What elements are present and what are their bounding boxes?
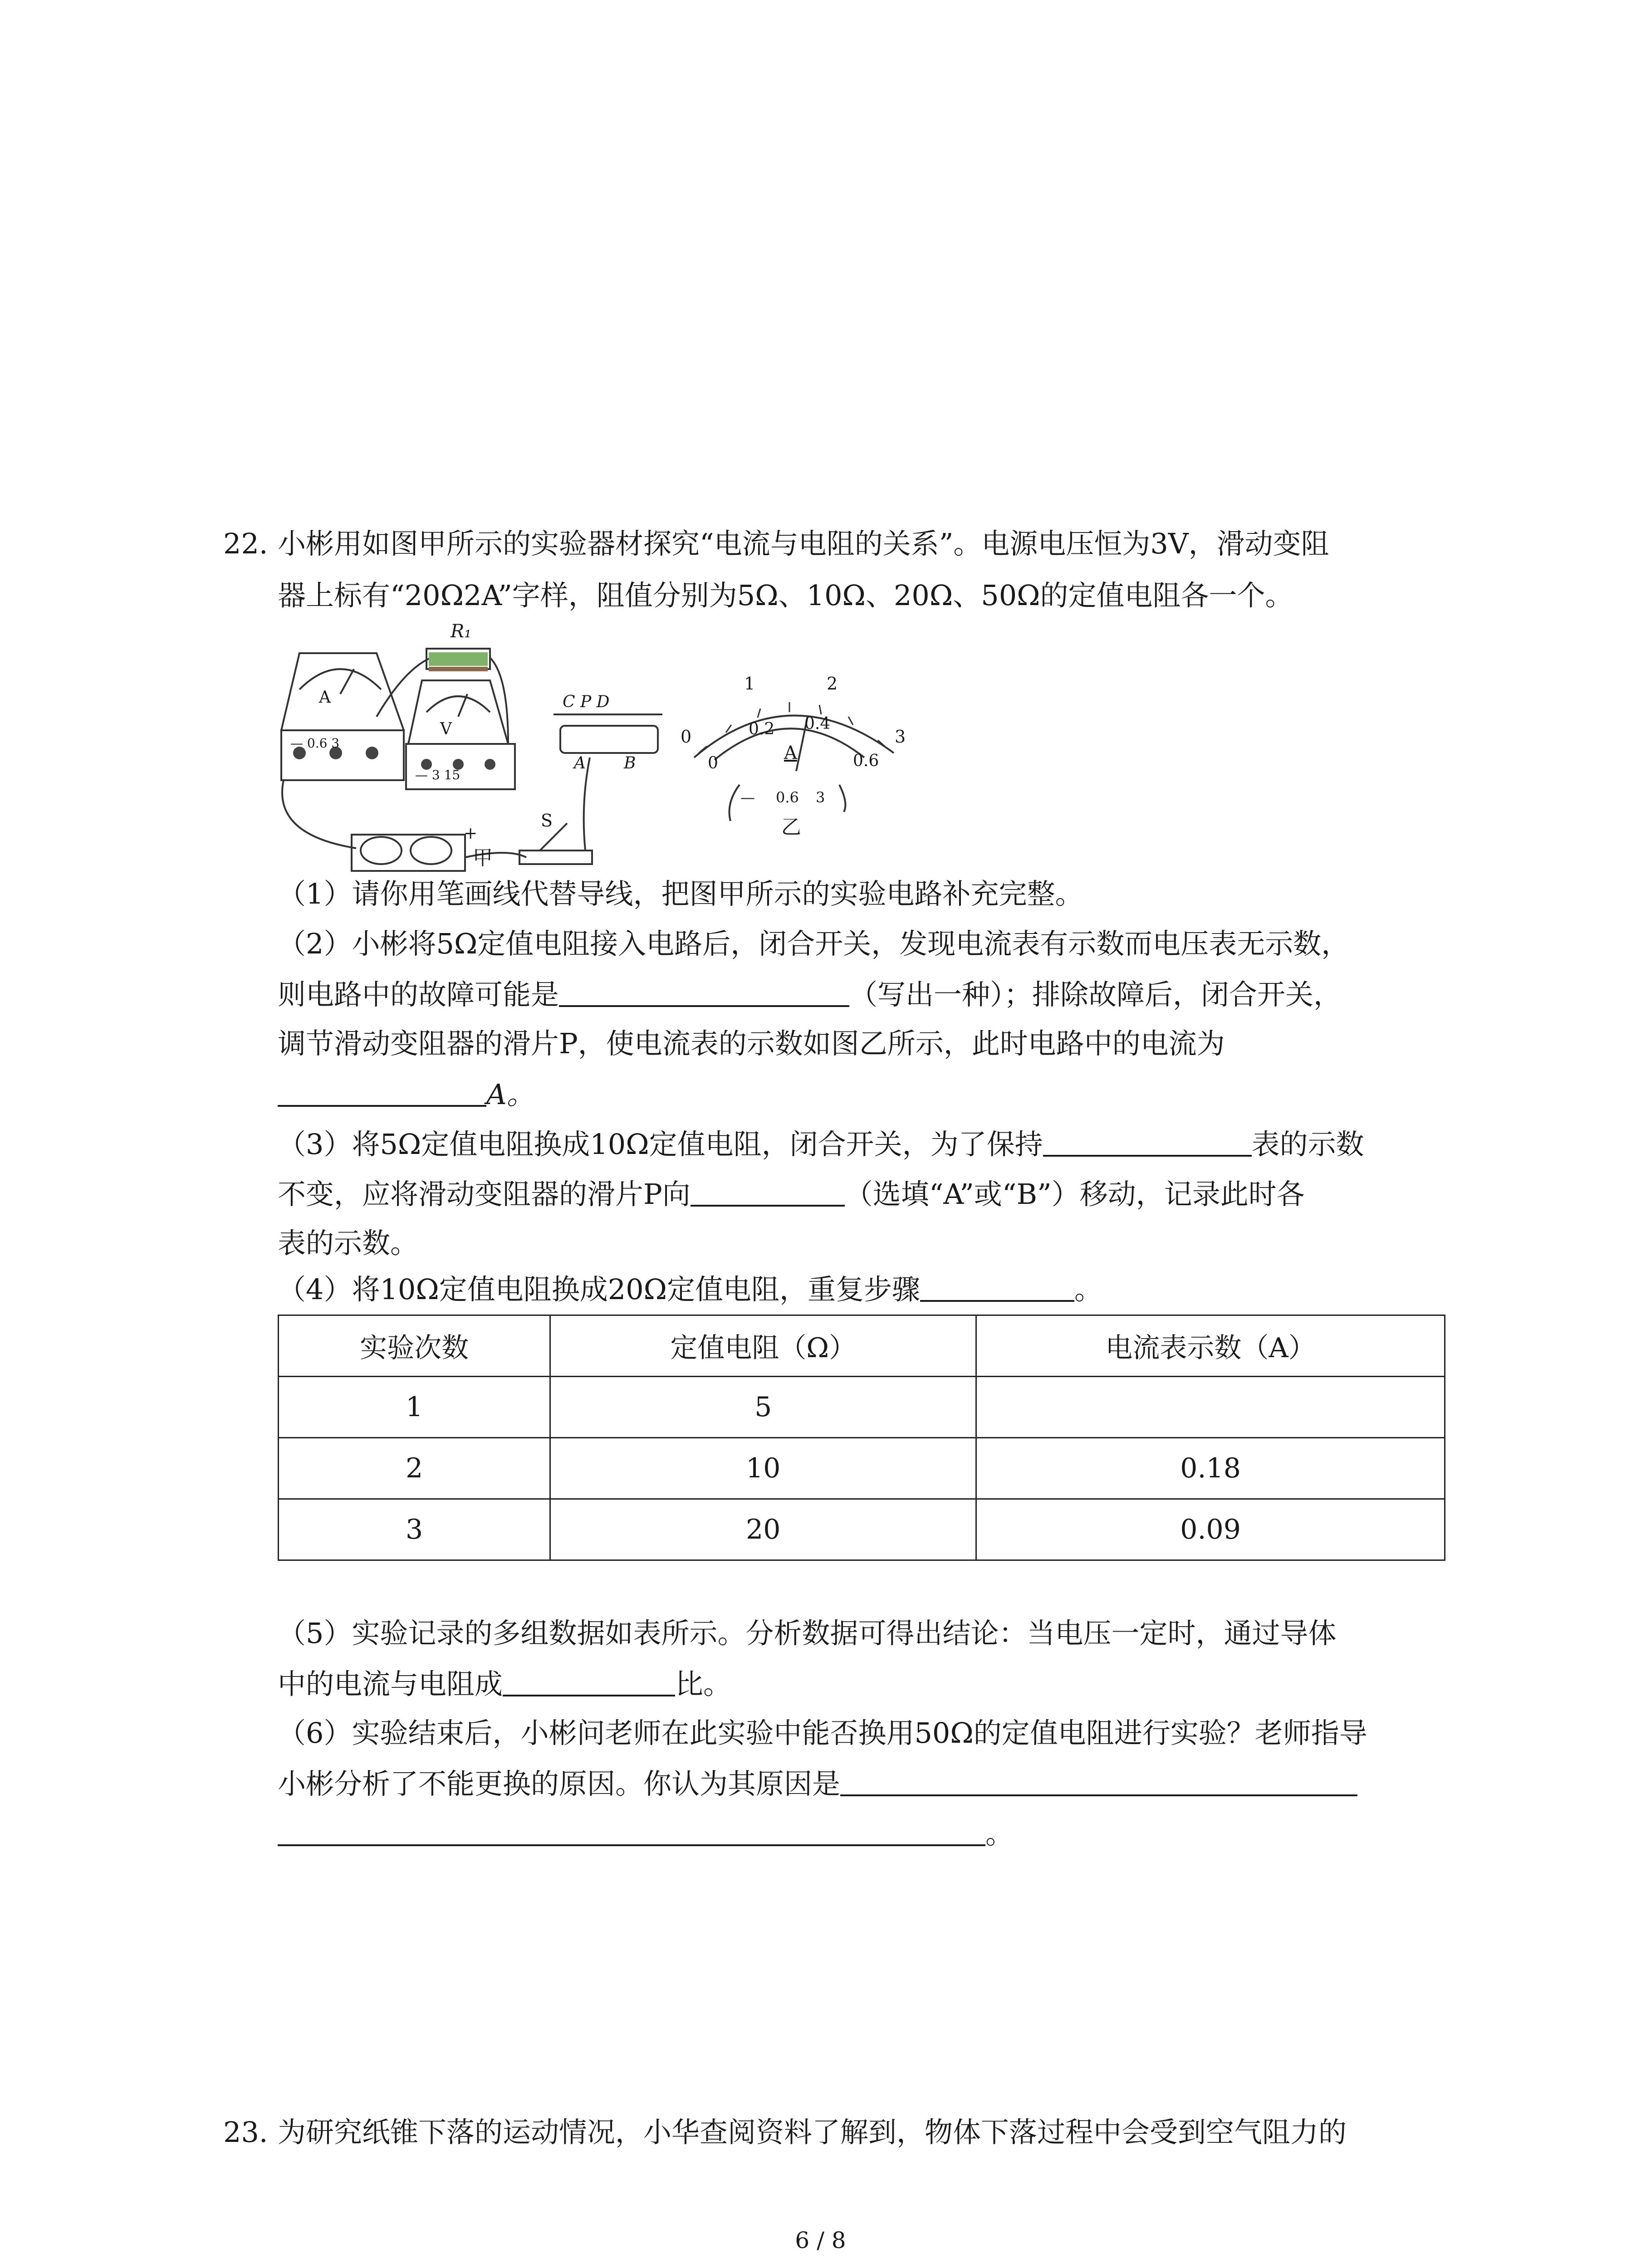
data-table (278, 1315, 1445, 1561)
answer-blank-step[interactable] (920, 1275, 1074, 1302)
figure-label-voltmeter: V (440, 720, 452, 738)
figure-label-rheostat-b: B (624, 754, 636, 772)
table-cell: 1 (279, 1377, 550, 1438)
part-3-line3: 表的示数。 (278, 1227, 419, 1260)
page-number: 6 / 8 (795, 2227, 846, 2253)
figure-label-yi: 乙 (781, 816, 801, 839)
part-5-line1: （5）实验记录的多组数据如表所示。分析数据可得出结论：当电压一定时，通过导体 (278, 1617, 1337, 1650)
table-cell: 0.18 (976, 1438, 1445, 1499)
meter-term-06: 0.6 (776, 789, 799, 806)
meter-inner-06: 0.6 (853, 752, 879, 770)
table-row (279, 1377, 1445, 1438)
question-22-line2: 器上标有“20Ω2A”字样，阻值分别为5Ω、10Ω、20Ω、50Ω的定值电阻各一个。 (278, 579, 1293, 612)
figure-label-rheostat-a: A (574, 754, 586, 772)
part-3-line1-b: 表的示数 (1251, 1128, 1364, 1161)
table-header-cell: 定值电阻（Ω） (550, 1315, 976, 1377)
part-3-line1-a: （3）将5Ω定值电阻换成10Ω定值电阻，闭合开关，为了保持 (278, 1128, 1043, 1161)
meter-inner-02: 0.2 (749, 720, 775, 738)
part-2-line2-b: （写出一种）；排除故障后，闭合开关， (849, 978, 1342, 1011)
figure-label-voltmeter-terminals: — 3 15 (415, 767, 460, 782)
answer-blank-direction[interactable] (691, 1179, 845, 1207)
answer-blank-reason-1[interactable] (840, 1769, 1357, 1796)
part-5-line2-a: 中的电流与电阻成 (278, 1667, 503, 1701)
part-2-line4: A。 (486, 1078, 535, 1111)
part-6-line2: 小彬分析了不能更换的原因。你认为其原因是 (278, 1767, 841, 1800)
meter-term-3: 3 (816, 789, 825, 806)
table-cell: 5 (550, 1377, 976, 1438)
part-4-text-b: 。 (1074, 1273, 1103, 1306)
answer-blank-current[interactable] (278, 1080, 486, 1107)
part-5-line2-b: 比。 (675, 1667, 732, 1701)
question-23-number: 23. (223, 2116, 268, 2149)
meter-label-2: 2 (827, 674, 838, 694)
table-cell-answer[interactable] (976, 1377, 1445, 1438)
part-1-text: （1）请你用笔画线代替导线，把图甲所示的实验电路补充完整。 (278, 877, 1083, 910)
table-row (279, 1438, 1445, 1499)
meter-label-0: 0 (681, 727, 692, 747)
part-4-text-a: （4）将10Ω定值电阻换成20Ω定值电阻，重复步骤 (278, 1273, 921, 1306)
meter-letter-a: A (784, 743, 797, 763)
table-header-cell: 电流表示数（A） (976, 1315, 1445, 1377)
table-cell: 0.09 (976, 1499, 1445, 1560)
meter-inner-04: 0.4 (804, 714, 831, 733)
answer-blank-meter[interactable] (1043, 1129, 1252, 1157)
table-cell: 20 (550, 1499, 976, 1560)
part-6-line1: （6）实验结束后，小彬问老师在此实验中能否换用50Ω的定值电阻进行实验？老师指导 (278, 1716, 1367, 1750)
answer-blank-fault[interactable] (559, 980, 849, 1007)
figure-label-jia: 甲 (473, 846, 493, 870)
table-row (279, 1499, 1445, 1560)
table-header-row (279, 1315, 1445, 1377)
meter-inner-0: 0 (708, 754, 718, 772)
part-2-line3: 调节滑动变阻器的滑片P，使电流表的示数如图乙所示，此时电路中的电流为 (278, 1027, 1225, 1060)
part-2-line1: （2）小彬将5Ω定值电阻接入电路后，闭合开关，发现电流表有示数而电压表无示数， (278, 927, 1350, 960)
table-cell: 2 (279, 1438, 550, 1499)
part-2-line2-a: 则电路中的故障可能是 (278, 978, 559, 1011)
figure-label-battery-plus: + (464, 824, 478, 843)
table-cell: 3 (279, 1499, 550, 1560)
part-3-line2-b: （选填“A”或“B”）移动，记录此时各 (844, 1178, 1305, 1211)
figure-label-r1: R₁ (451, 621, 472, 642)
figure-label-rheostat-cpd: C P D (563, 693, 610, 711)
question-22-number: 22. (223, 527, 268, 560)
part-6-line3: 。 (985, 1817, 1014, 1850)
figure-label-ammeter-terminals: — 0.6 3 (290, 736, 340, 751)
answer-blank-relation[interactable] (503, 1669, 675, 1696)
meter-label-1: 1 (744, 674, 755, 694)
meter-term-minus: — (740, 789, 755, 806)
meter-label-3: 3 (895, 727, 906, 747)
table-header-cell: 实验次数 (279, 1315, 550, 1377)
table-cell: 10 (550, 1438, 976, 1499)
answer-blank-reason-2[interactable] (278, 1819, 985, 1846)
circuit-figure (272, 621, 930, 875)
question-23-line1: 为研究纸锥下落的运动情况，小华查阅资料了解到，物体下落过程中会受到空气阻力的 (278, 2116, 1347, 2149)
part-3-line2-a: 不变，应将滑动变阻器的滑片P向 (278, 1178, 691, 1211)
question-22-line1: 小彬用如图甲所示的实验器材探究“电流与电阻的关系”。电源电压恒为3V，滑动变阻 (278, 527, 1329, 560)
figure-label-ammeter: A (319, 688, 331, 707)
figure-label-switch: S (541, 811, 553, 831)
